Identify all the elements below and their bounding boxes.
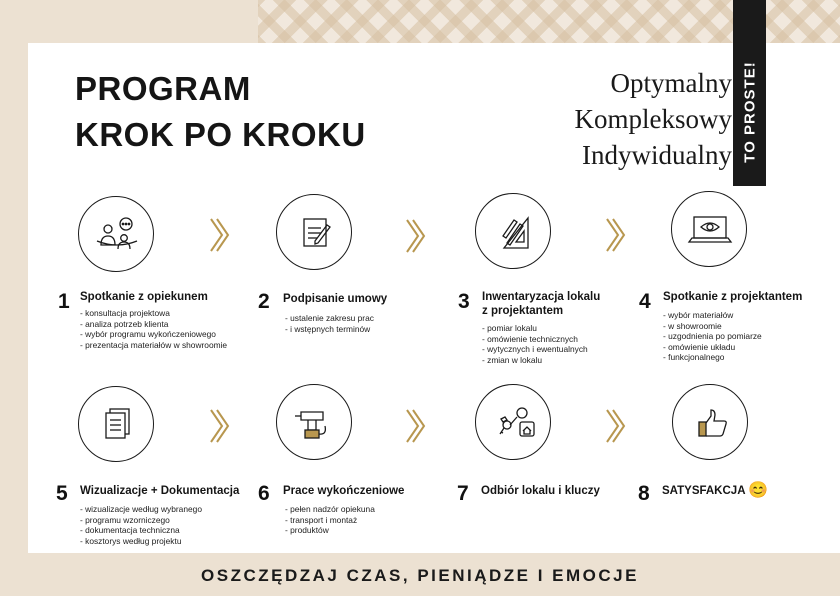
thumbs-up-icon (672, 384, 748, 460)
list-item: - wytycznych i ewentualnych (482, 344, 588, 355)
list-item: - kosztorys według projektu (80, 536, 202, 547)
chevron-right-icon (208, 408, 230, 444)
list-item: - dokumentacja techniczna (80, 525, 202, 536)
side-label-bar (733, 0, 766, 186)
step-number: 3 (458, 290, 470, 313)
contract-icon (276, 194, 352, 270)
list-item: - omówienie układu (663, 342, 762, 353)
step-details (80, 504, 202, 546)
list-item: - uzgodnienia po pomiarze (663, 331, 762, 342)
step-number: 5 (56, 482, 68, 505)
chevron-right-icon (604, 217, 626, 253)
chevron-right-icon (208, 217, 230, 253)
meeting-icon (78, 196, 154, 272)
step-title-wrap (662, 484, 768, 498)
list-item: - wizualizacje według wybranego (80, 504, 202, 515)
step-number: 1 (58, 290, 70, 313)
list-item: - transport i montaż (285, 515, 375, 526)
tagline-3: Indywidualny (582, 140, 732, 170)
step-title-line2: z projektantem (482, 305, 564, 317)
step-title: Podpisanie umowy (283, 293, 388, 305)
chevron-right-icon (604, 408, 626, 444)
list-item: - ustalenie zakresu prac (285, 313, 374, 324)
step-details (663, 310, 762, 363)
chevron-right-icon (404, 408, 426, 444)
ruler-triangle-icon (475, 193, 551, 269)
laptop-eye-icon (671, 191, 747, 267)
list-item: - prezentacja materiałów w showroomie (80, 340, 227, 351)
list-item: - zmian w lokalu (482, 355, 588, 366)
list-item: - i wstępnych terminów (285, 324, 374, 335)
step-title: Odbiór lokalu i kluczy (481, 485, 600, 497)
page-title-line1: PROGRAM (75, 70, 251, 107)
list-item: - wybór materiałów (663, 310, 762, 321)
step-title: Prace wykończeniowe (283, 485, 405, 497)
tagline-2: Kompleksowy (574, 104, 732, 134)
chevron-right-icon (404, 218, 426, 254)
step-title: Inwentaryzacja lokalu (482, 291, 601, 303)
documents-icon (78, 386, 154, 462)
list-item: - wybór programu wykończeniowego (80, 329, 227, 340)
step-details (285, 504, 375, 536)
page-title-line2: KROK PO KROKU (75, 116, 366, 153)
drill-icon (276, 384, 352, 460)
list-item: - pełen nadzór opiekuna (285, 504, 375, 515)
list-item: - funkcjonalnego (663, 352, 762, 363)
list-item: - konsultacja projektowa (80, 308, 227, 319)
step-title: Spotkanie z opiekunem (80, 291, 208, 303)
list-item: - programu wzorniczego (80, 515, 202, 526)
step-details (80, 308, 227, 350)
list-item: - omówienie technicznych (482, 334, 588, 345)
list-item: - w showroomie (663, 321, 762, 332)
step-number: 8 (638, 482, 650, 505)
keys-icon (475, 384, 551, 460)
step-number: 2 (258, 290, 270, 313)
step-title: SATYSFAKCJA (662, 485, 746, 497)
list-item: - pomiar lokalu (482, 323, 588, 334)
list-item: - produktów (285, 525, 375, 536)
step-number: 6 (258, 482, 270, 505)
list-item: - analiza potrzeb klienta (80, 319, 227, 330)
smile-icon: 😊 (748, 482, 769, 499)
step-title: Wizualizacje + Dokumentacja (80, 485, 240, 497)
step-number: 4 (639, 290, 651, 313)
step-number: 7 (457, 482, 469, 505)
footer-slogan: OSZCZĘDZAJ CZAS, PIENIĄDZE I EMOCJE (201, 566, 639, 585)
tagline-1: Optymalny (610, 68, 732, 98)
step-details (482, 323, 588, 365)
step-title: Spotkanie z projektantem (663, 291, 803, 303)
side-label: TO PROSTE! (741, 60, 758, 163)
step-details (285, 313, 374, 334)
